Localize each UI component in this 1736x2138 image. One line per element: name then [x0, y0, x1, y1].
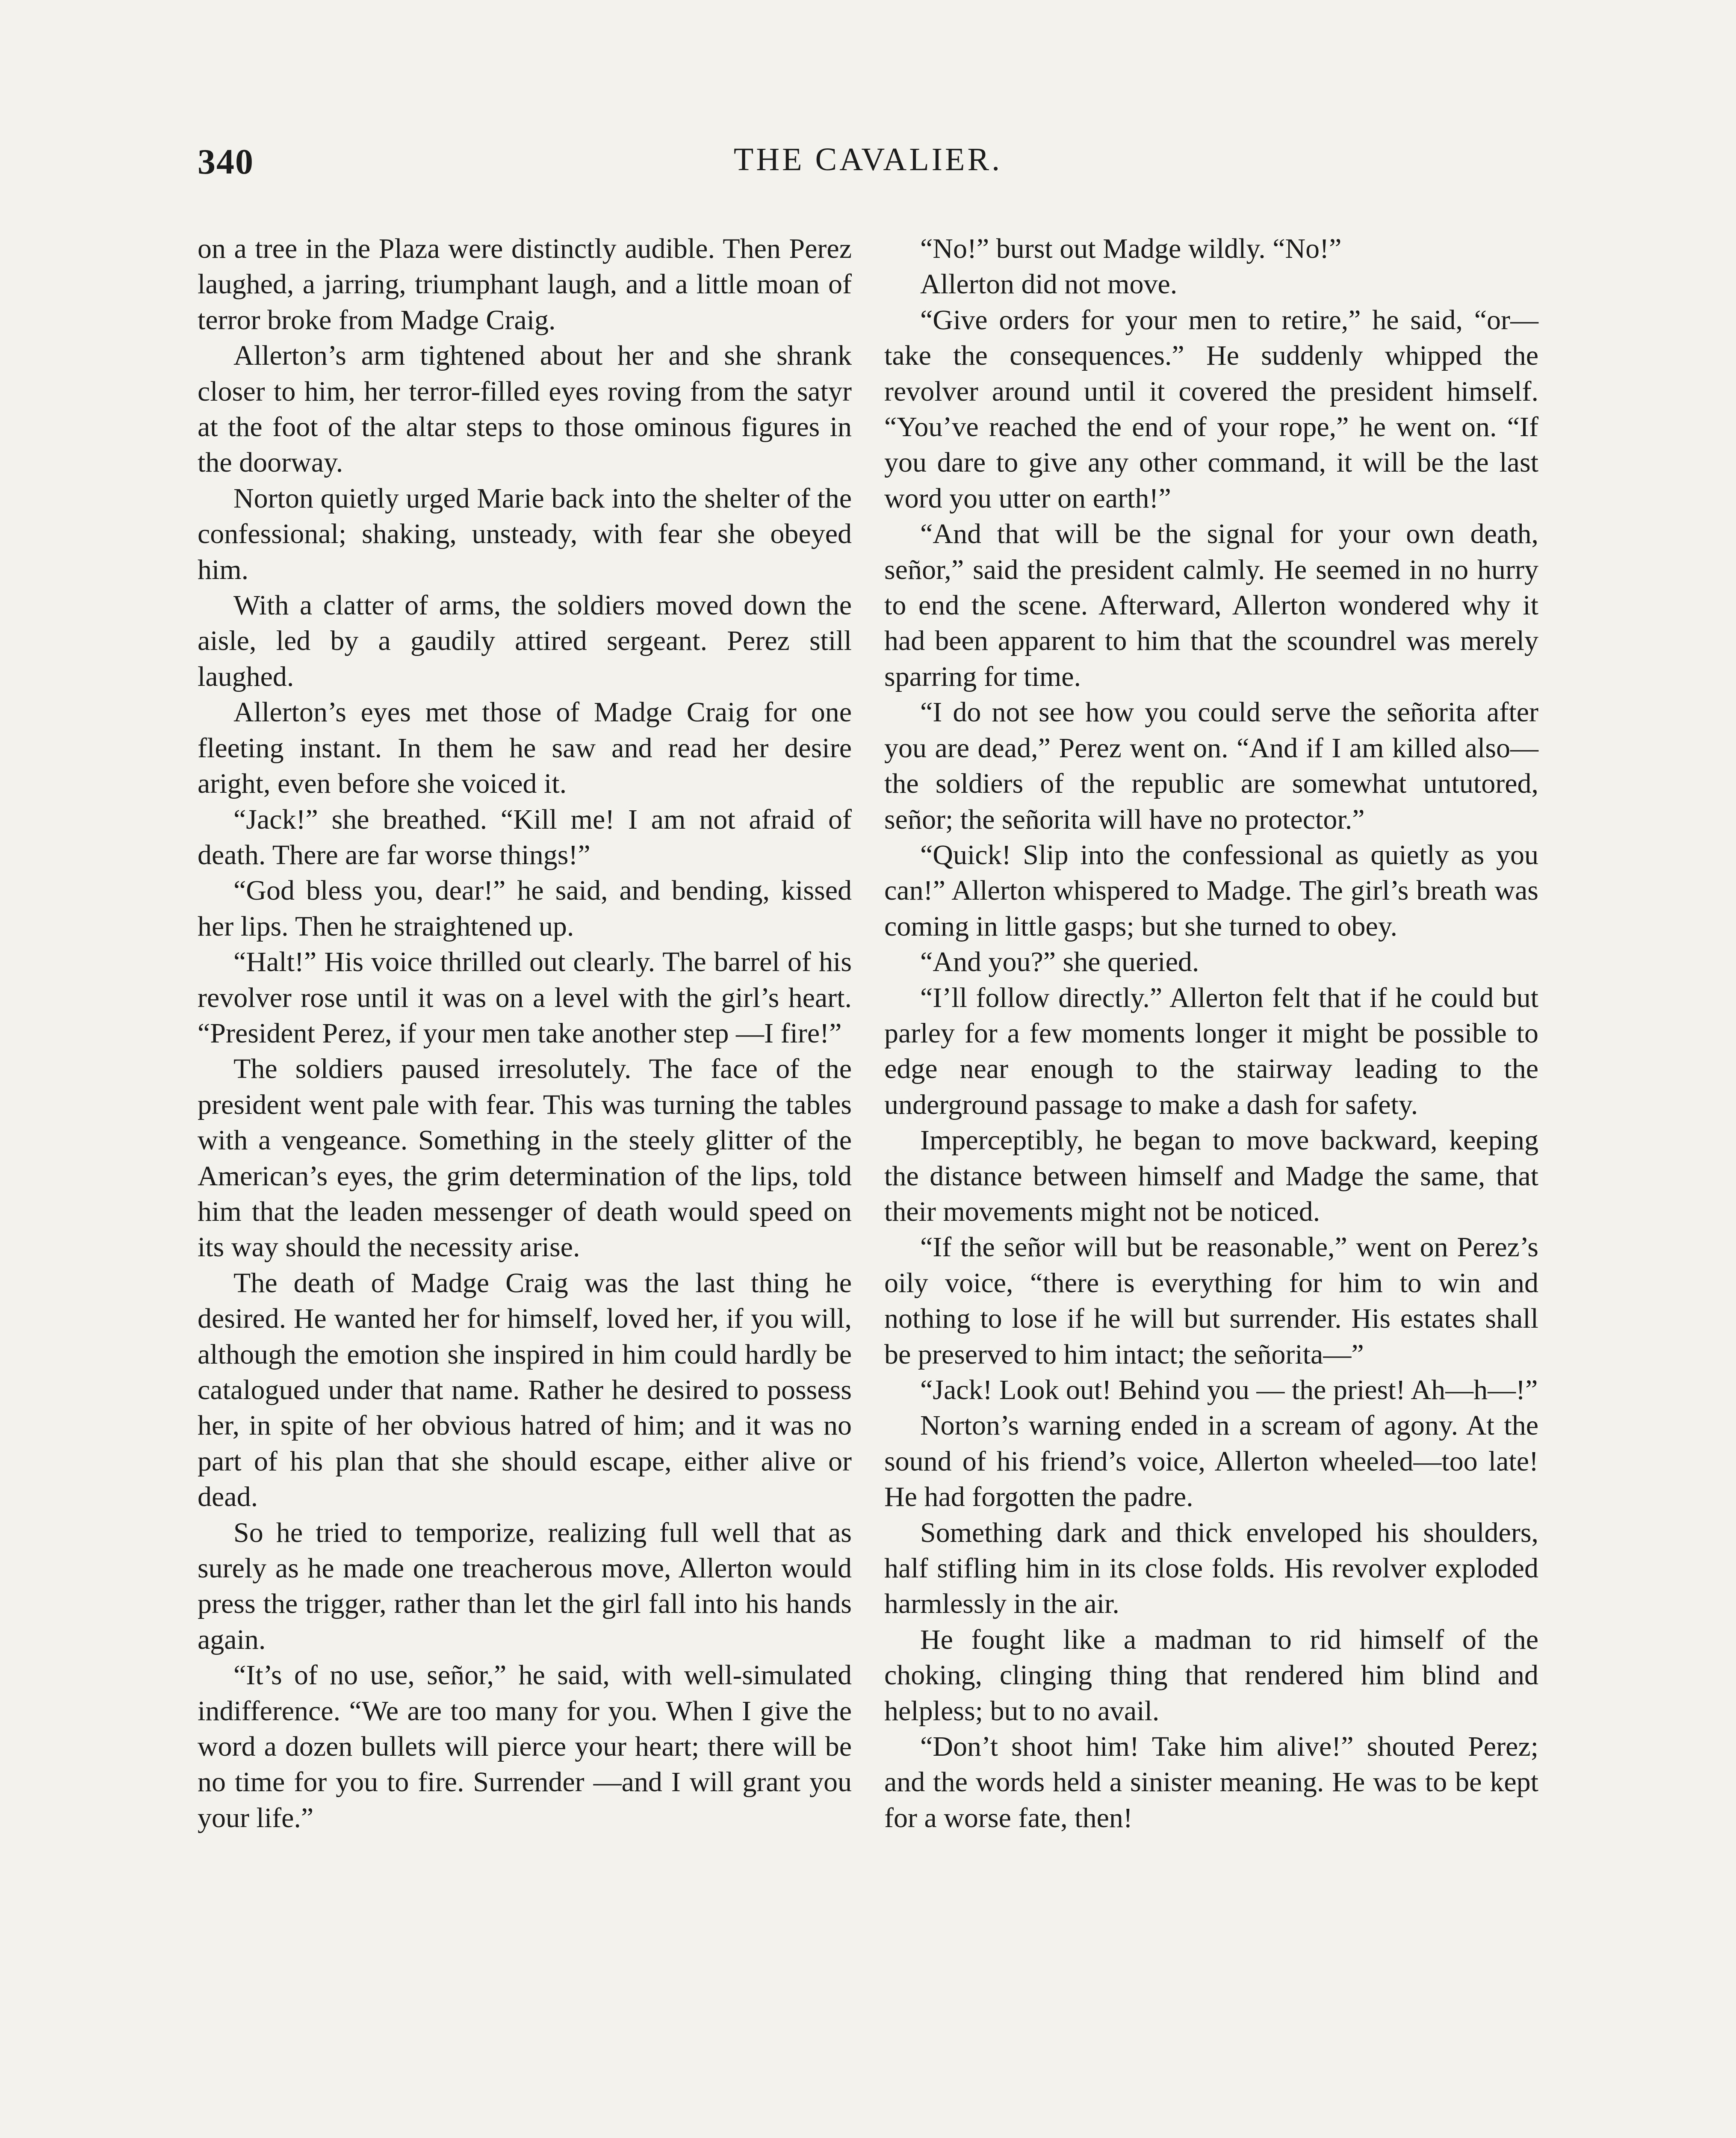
paragraph: The soldiers paused irresolutely. The face of the president went pale with fear. This was turning the tables with a vengeance. Something in the steely glitter of the American’s eyes, the grim determination of the lips, told him that the leaden messenger of death would speed on its way should the necessity arise.	[198, 1053, 852, 1263]
left-column	[198, 231, 852, 1836]
paragraph: Allerton’s arm tightened about her and she shrank closer to him, her terror-filled eyes roving from the satyr at the foot of the altar steps to those ominous figures in the doorway.	[198, 340, 852, 478]
paragraph: “Jack! Look out! Behind you — the priest! Ah—h—!”	[920, 1374, 1538, 1406]
paragraph: “It’s of no use, señor,” he said, with well-simulated indifference. “We are too many for you. When I give the word a dozen bullets will pierce your heart; there will be no time for you to fire. Surrender —and I will grant you your life.”	[198, 1660, 852, 1834]
paragraph: “And that will be the signal for your own death, señor,” said the president calmly. He seemed in no hurry to end the scene. Afterward, Allerton wondered why it had been apparent to him that the scoundrel was merely sparring for time.	[884, 518, 1538, 692]
right-column	[884, 231, 1538, 1836]
running-title: THE CAVALIER.	[733, 142, 1003, 177]
paragraph: “I’ll follow directly.” Allerton felt that if he could but parley for a few moments longer it might be possible to edge near enough to the stairway leading to the underground passage to make a dash for safety.	[884, 982, 1538, 1120]
paragraph: Allerton’s eyes met those of Madge Craig for one fleeting instant. In them he saw and read her desire aright, even before she voiced it.	[198, 697, 852, 800]
paragraph: Imperceptibly, he began to move backward, keeping the distance between himself and Madge the same, that their movements might not be noticed.	[884, 1125, 1538, 1227]
paragraph: “Halt!” His voice thrilled out clearly. The barrel of his revolver rose until it was on a level with the girl’s heart. “President Perez, if your men take another step —I fire!”	[198, 946, 852, 1049]
paragraph: “I do not see how you could serve the señorita after you are dead,” Perez went on. “And if I am killed also—the soldiers of the republic are somewhat untutored, señor; the señorita will have no protector.”	[884, 697, 1538, 835]
paragraph: “No!” burst out Madge wildly. “No!”	[920, 233, 1342, 264]
paragraph: “If the señor will but be reasonable,” went on Perez’s oily voice, “there is everything for him to win and nothing to lose if he will but surrender. His estates shall be preserved to him intact; the señorita—”	[884, 1231, 1538, 1370]
paragraph: “God bless you, dear!” he said, and bending, kissed her lips. Then he straightened up.	[198, 875, 852, 942]
paragraph: on a tree in the Plaza were distinctly audible. Then Perez laughed, a jarring, triumphant laugh, and a little moan of terror broke from Madge Craig.	[198, 233, 852, 336]
paragraph: Allerton did not move.	[920, 269, 1178, 300]
paragraph: He fought like a madman to rid himself of the choking, clinging thing that rendered him blind and helpless; but to no avail.	[884, 1624, 1538, 1727]
paragraph: With a clatter of arms, the soldiers moved down the aisle, led by a gaudily attired sergeant. Perez still laughed.	[198, 590, 852, 692]
paragraph: Norton’s warning ended in a scream of agony. At the sound of his friend’s voice, Allerton wheeled—too late! He had forgotten the padre.	[884, 1410, 1538, 1513]
paragraph: So he tried to temporize, realizing full well that as surely as he made one treacherous move, Allerton would press the trigger, rather than let the girl fall into his hands again.	[198, 1517, 852, 1655]
paragraph: “Quick! Slip into the confessional as quietly as you can!” Allerton whispered to Madge. The girl’s breath was coming in little gasps; but she turned to obey.	[884, 839, 1538, 942]
page-number: 340	[198, 142, 254, 182]
paragraph: “Jack!” she breathed. “Kill me! I am not afraid of death. There are far worse things!”	[198, 803, 852, 871]
paragraph: “Give orders for your men to retire,” he said, “or—take the consequences.” He suddenly whipped the revolver around until it covered the president himself. “You’ve reached the end of your rope,” he went on. “If you dare to give any other command, it will be the last word you utter on earth!”	[884, 304, 1538, 514]
paragraph: “And you?” she queried.	[920, 946, 1199, 978]
paragraph: Something dark and thick enveloped his shoulders, half stifling him in its close folds. His revolver exploded harmlessly in the air.	[884, 1517, 1538, 1620]
paragraph: “Don’t shoot him! Take him alive!” shouted Perez; and the words held a sinister meaning. He was to be kept for a worse fate, then!	[884, 1731, 1538, 1834]
paragraph: Norton quietly urged Marie back into the shelter of the confessional; shaking, unsteady, with fear she obeyed him.	[198, 482, 852, 585]
paragraph: The death of Madge Craig was the last thing he desired. He wanted her for himself, loved her, if you will, although the emotion she inspired in him could hardly be catalogued under that name. Rather he desired to possess her, in spite of her obvious hatred of him; and it was no part of his plan that she should escape, either alive or dead.	[198, 1267, 852, 1513]
